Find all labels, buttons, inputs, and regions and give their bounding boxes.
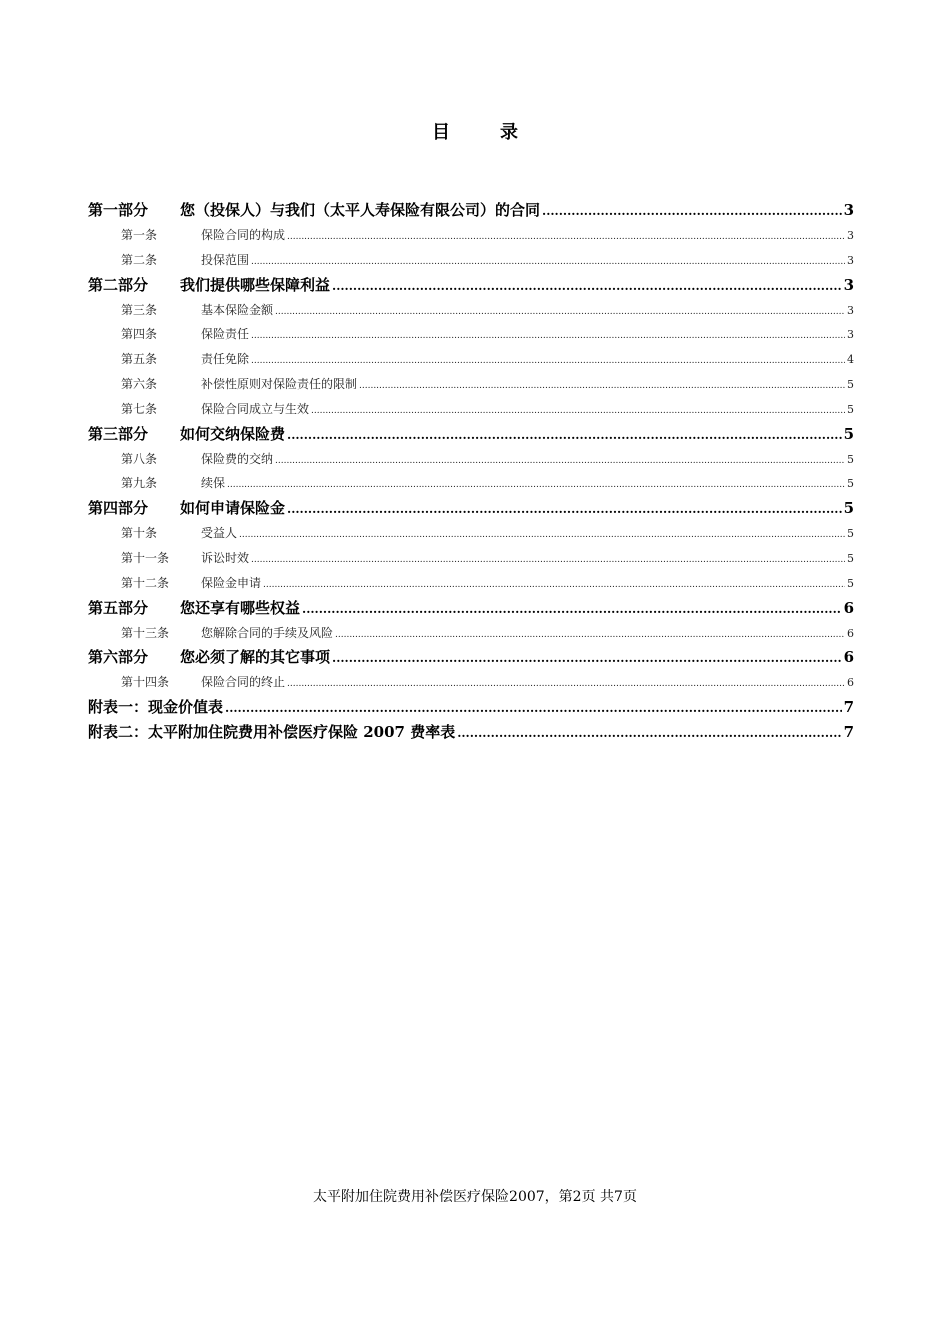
toc-entry-number: 第十二条 (121, 575, 170, 590)
toc-entry-page-number: 3 (847, 253, 854, 267)
toc-entry-title: 投保范围 (201, 252, 250, 267)
toc-entry-number: 第二部分 (88, 275, 149, 294)
toc-entry-number: 第十三条 (121, 625, 170, 640)
toc-entry-page-number: 5 (847, 551, 854, 565)
toc-dot-leader (275, 449, 845, 474)
toc-entry-title: 诉讼时效 (201, 550, 250, 565)
toc-part-entry[interactable] (88, 273, 854, 298)
toc-dot-leader (287, 672, 845, 697)
toc-dot-leader (225, 696, 842, 721)
toc-entry-page-number: 3 (847, 229, 854, 242)
toc-dot-leader (251, 349, 845, 374)
toc-entry-number: 第六条 (121, 376, 158, 391)
toc-entry-title: 补偿性原则对保险责任的限制 (201, 376, 358, 391)
toc-entry-page-number: 3 (847, 328, 854, 342)
toc-dot-leader (302, 597, 842, 622)
toc-entry-page-number: 7 (843, 723, 854, 742)
toc-entry-page-number: 6 (847, 626, 854, 640)
toc-entry-title: 保险金申请 (201, 575, 262, 590)
toc-entry-title: 您解除合同的手续及风险 (201, 625, 334, 640)
toc-entry-page-number: 6 (843, 648, 854, 667)
toc-entry-number: 第六部分 (88, 648, 149, 667)
toc-entry-title: 您（投保人）与我们（太平人寿保险有限公司）的合同 (180, 201, 541, 219)
toc-entry-number: 第三部分 (88, 424, 149, 443)
toc-entry-number: 第四条 (121, 327, 158, 342)
toc-dot-leader (239, 523, 845, 548)
toc-entry-page-number: 5 (847, 452, 854, 466)
toc-entry-page-number: 3 (843, 201, 854, 219)
toc-entry-number: 第三条 (121, 302, 158, 317)
toc-entry-page-number: 4 (847, 353, 854, 367)
toc-entry-number: 第九条 (121, 476, 158, 491)
toc-article-entry[interactable] (88, 248, 854, 273)
toc-article-entry[interactable] (88, 621, 854, 646)
toc-entry-page-number: 3 (847, 303, 854, 317)
toc-entry-number: 第五部分 (88, 598, 149, 617)
toc-dot-leader (287, 423, 842, 448)
table-of-contents (88, 198, 854, 745)
toc-part-entry[interactable] (88, 596, 854, 621)
toc-entry-title: 保险合同的构成 (201, 228, 286, 242)
toc-dot-leader (311, 399, 845, 424)
toc-dot-leader (263, 573, 845, 598)
toc-entry-number: 第八条 (121, 451, 158, 466)
toc-entry-page-number: 5 (847, 402, 854, 416)
page-title (0, 118, 950, 144)
toc-entry-title: 续保 (201, 476, 226, 491)
toc-part-entry[interactable] (88, 695, 854, 720)
toc-entry-number: 第十四条 (121, 675, 170, 690)
toc-dot-leader (275, 300, 845, 325)
toc-entry-number: 第五条 (121, 352, 158, 367)
toc-entry-page-number: 3 (843, 275, 854, 294)
toc-dot-leader (332, 274, 842, 299)
toc-article-entry[interactable] (88, 670, 854, 695)
toc-entry-page-number: 5 (847, 477, 854, 491)
toc-article-entry[interactable] (88, 571, 854, 596)
toc-entry-number: 第一部分 (88, 201, 149, 219)
toc-entry-number: 第四部分 (88, 499, 149, 518)
toc-part-entry[interactable] (88, 496, 854, 521)
toc-article-entry[interactable] (88, 223, 854, 248)
toc-dot-leader (457, 721, 841, 746)
toc-entry-title: 保险合同成立与生效 (201, 401, 310, 416)
toc-entry-page-number: 7 (843, 698, 854, 717)
toc-entry-title: 基本保险金额 (201, 302, 274, 317)
toc-article-entry[interactable] (88, 447, 854, 472)
toc-article-entry[interactable] (88, 546, 854, 571)
toc-dot-leader (359, 374, 845, 399)
toc-entry-title: 您还享有哪些权益 (180, 598, 301, 617)
toc-entry-page-number: 5 (843, 499, 854, 518)
toc-dot-leader (335, 623, 845, 648)
toc-entry-number: 第二条 (121, 252, 158, 267)
toc-entry-page-number: 5 (847, 377, 854, 391)
toc-dot-leader (332, 646, 842, 671)
toc-article-entry[interactable] (88, 521, 854, 546)
toc-entry-number: 第一条 (121, 228, 158, 242)
toc-dot-leader (542, 199, 842, 224)
toc-entry-page-number: 5 (847, 527, 854, 541)
toc-entry-title: 我们提供哪些保障利益 (180, 275, 331, 294)
toc-entry-title: 保险合同的终止 (201, 675, 286, 690)
toc-part-entry[interactable] (88, 645, 854, 670)
page-title-char-2: 录 (500, 122, 518, 143)
toc-part-entry[interactable] (88, 198, 854, 223)
toc-dot-leader (287, 225, 845, 250)
toc-article-entry[interactable] (88, 347, 854, 372)
toc-entry-title: 您必须了解的其它事项 (180, 648, 331, 667)
toc-article-entry[interactable] (88, 397, 854, 422)
toc-entry-page-number: 6 (847, 676, 854, 690)
toc-dot-leader (227, 473, 845, 498)
toc-article-entry[interactable] (88, 471, 854, 496)
toc-entry-number: 第七条 (121, 401, 158, 416)
toc-entry-page-number: 6 (843, 598, 854, 617)
toc-part-entry[interactable] (88, 422, 854, 447)
toc-entry-page-number: 5 (843, 424, 854, 443)
toc-entry-page-number: 5 (847, 576, 854, 590)
toc-entry-title: 附表二：太平附加住院费用补偿医疗保险 2007 费率表 (88, 723, 456, 742)
toc-entry-title: 保险责任 (201, 327, 250, 342)
toc-entry-title: 责任免除 (201, 352, 250, 367)
page-footer: 太平附加住院费用补偿医疗保险2007，第2页 共7页 (313, 1189, 637, 1205)
toc-entry-number: 第十条 (121, 526, 158, 541)
toc-entry-title: 保险费的交纳 (201, 451, 274, 466)
toc-dot-leader (287, 497, 842, 522)
toc-article-entry[interactable] (88, 372, 854, 397)
toc-article-entry[interactable] (88, 322, 854, 347)
toc-entry-title: 如何申请保险金 (180, 499, 286, 518)
toc-entry-title: 如何交纳保险费 (180, 424, 286, 443)
page-title-char-1: 目 (432, 122, 450, 143)
toc-dot-leader (251, 548, 845, 573)
toc-dot-leader (251, 324, 845, 349)
toc-entry-number: 第十一条 (121, 550, 170, 565)
toc-dot-leader (251, 250, 845, 275)
toc-part-entry[interactable] (88, 720, 854, 745)
toc-article-entry[interactable] (88, 298, 854, 323)
toc-entry-title: 受益人 (201, 526, 238, 541)
toc-entry-title: 附表一：现金价值表 (88, 698, 224, 717)
